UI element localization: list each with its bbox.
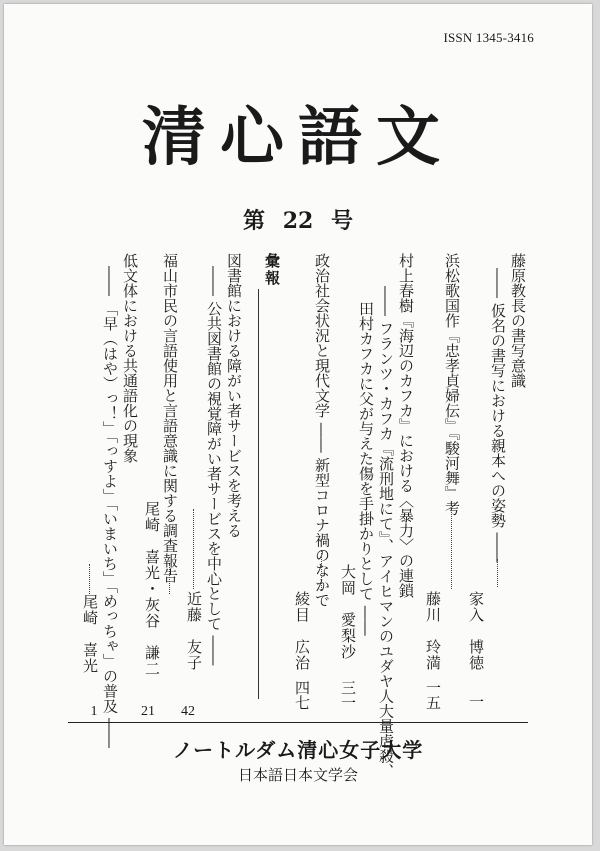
report-2-leader bbox=[169, 564, 170, 594]
report-3-page: 1 bbox=[90, 704, 98, 719]
article-1-page: 一 bbox=[467, 694, 485, 709]
report-1-page: 42 bbox=[181, 704, 195, 719]
journal-cover bbox=[4, 4, 592, 845]
article-4-title: 政治社会状況と現代文学 ―― 新型コロナ禍のなかで bbox=[313, 253, 331, 608]
article-3-author: 大岡 愛梨沙 bbox=[339, 564, 357, 660]
article-2-author: 藤川 玲満 bbox=[424, 591, 442, 671]
report-3-author: 尾崎 喜光 bbox=[81, 594, 99, 674]
article-2-title: 浜松歌国作『忠孝貞婦伝』『駿河舞』考 bbox=[443, 253, 461, 516]
report-2-page: 21 bbox=[141, 704, 155, 719]
report-2-title: 福山市民の言語使用と言語意識に関する調査報告 bbox=[161, 253, 179, 583]
article-1-author: 家入 博徳 bbox=[467, 591, 485, 671]
journal-title: 清心語文 bbox=[142, 100, 454, 175]
section-heading-ihou: 彙報 bbox=[263, 253, 281, 287]
report-2-author: 尾崎 喜光・灰谷 謙二 bbox=[143, 501, 161, 677]
article-1-title: 藤原教長の書写意識 bbox=[509, 253, 527, 388]
report-1-author: 近藤 友子 bbox=[185, 591, 203, 671]
publisher-name: ノートルダム清心女子大学 bbox=[172, 738, 424, 762]
article-3-page: 三一 bbox=[339, 680, 357, 710]
report-3-leader bbox=[89, 564, 90, 594]
article-3-subtitle-line-2: 田村カフカに父が与えた傷を手掛かりとして ―― bbox=[357, 301, 375, 636]
section-divider-line bbox=[258, 289, 259, 699]
article-2-leader bbox=[451, 509, 452, 589]
report-1-leader bbox=[193, 509, 194, 589]
report-3-subtitle: ―― 「早（はや）っ！」「っすよ」「いまいち」「めっちゃ」の普及 ―― bbox=[101, 266, 119, 749]
article-1-subtitle: ―― 仮名の書写における親本への姿勢 ―― bbox=[489, 268, 507, 563]
report-1-title: 図書館における障がい者サービスを考える bbox=[225, 253, 243, 538]
article-3-subtitle-line-1: ―― フランツ・カフカ『流刑地にて』、アイヒマンのユダヤ人大量虐殺、 bbox=[377, 286, 395, 779]
article-3-title: 村上春樹『海辺のカフカ』における〈暴力〉の連鎖 bbox=[397, 253, 415, 598]
article-1-leader bbox=[497, 559, 498, 587]
article-2-page: 一五 bbox=[424, 680, 442, 710]
issue-number: 第 22 号 bbox=[243, 208, 353, 234]
article-4-author: 綾目 広治 bbox=[293, 591, 311, 671]
article-4-page: 四七 bbox=[293, 680, 311, 710]
article-4-leader bbox=[321, 550, 322, 590]
footer-rule bbox=[68, 722, 528, 723]
report-1-subtitle: ―― 公共図書館の視覚障がい者サービスを中心として ―― bbox=[205, 266, 223, 666]
issn-number: ISSN 1345-3416 bbox=[443, 30, 534, 45]
report-3-title: 低文体における共通語化の現象 bbox=[121, 253, 139, 463]
organization-name: 日本語日本文学会 bbox=[237, 766, 358, 784]
